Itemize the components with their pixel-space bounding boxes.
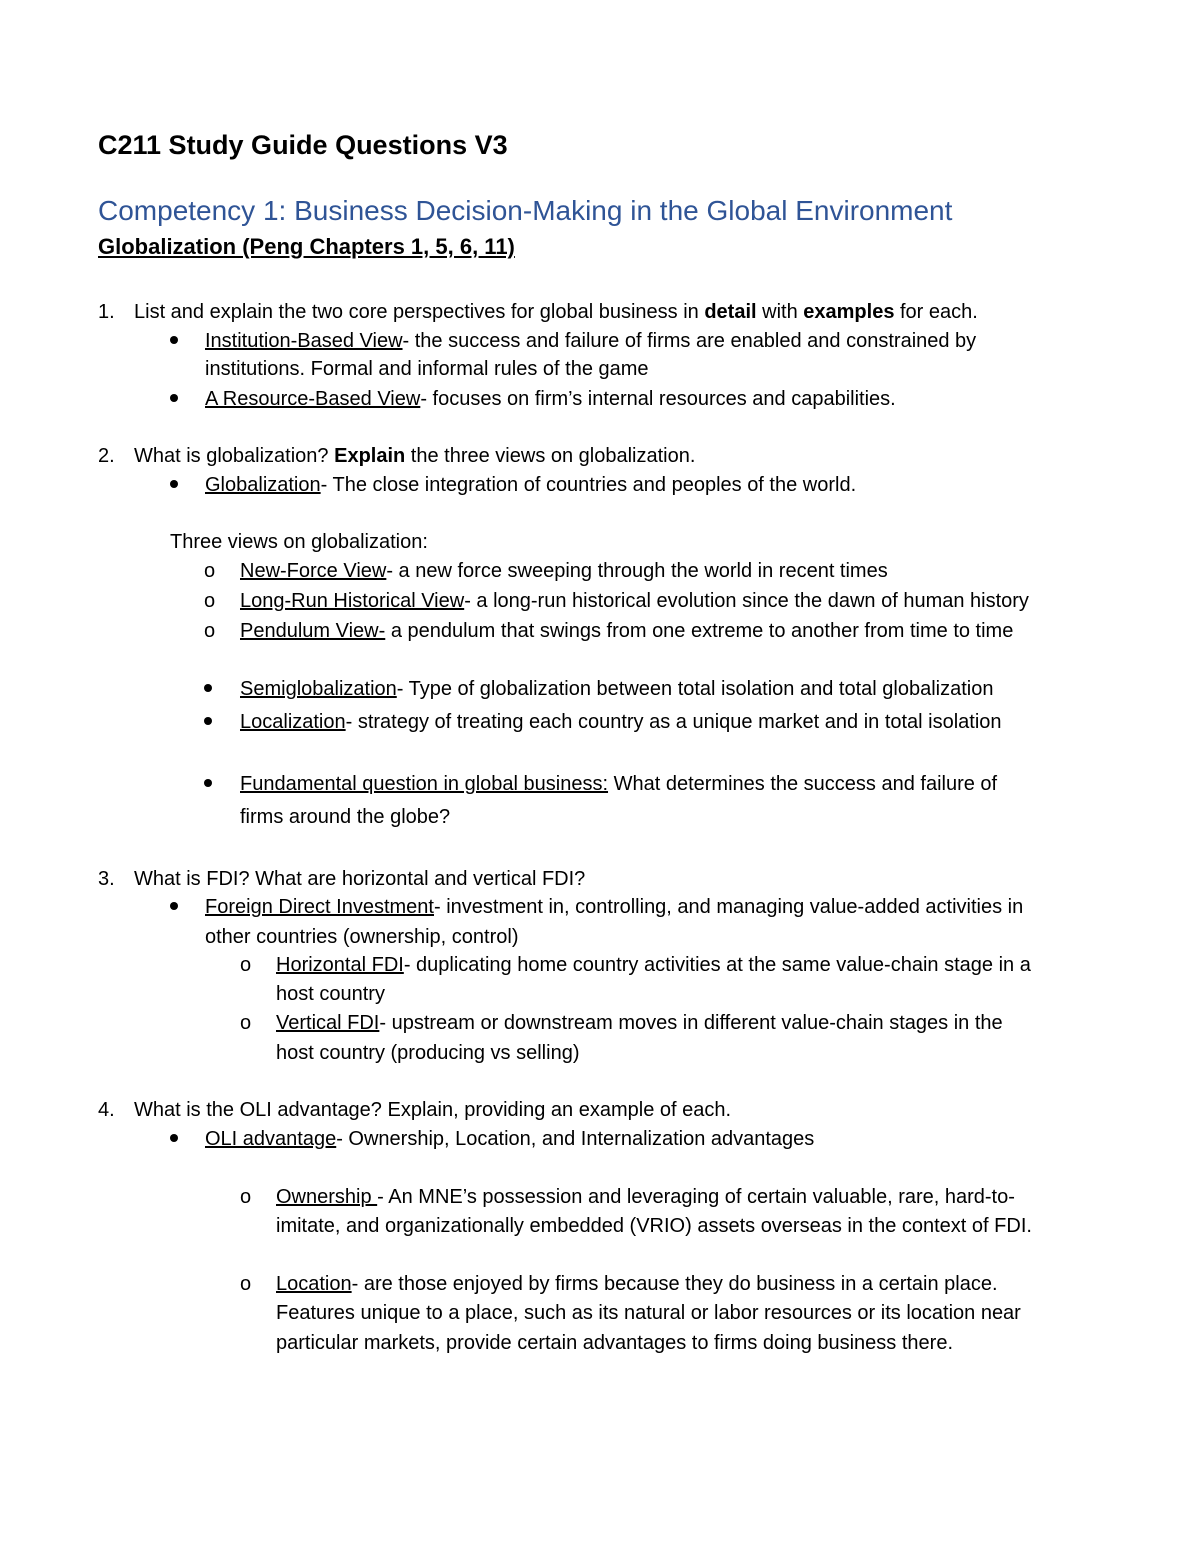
question-1-text: List and explain the two core perspectives for global business in detail with examples for each. [134, 301, 978, 323]
question-3-text: What is FDI? What are horizontal and vertical FDI? [134, 868, 586, 890]
fdi-definition-item: Foreign Direct Investment- investment in, controlling, and managing value-added activities in [205, 896, 1024, 918]
question-2-number: 2. [98, 445, 115, 467]
page-title: C211 Study Guide Questions V3 [98, 130, 508, 160]
ownership-item: Ownership - An MNE’s possession and leveraging of certain valuable, rare, hard-to- [276, 1186, 1015, 1208]
question-4-text: What is the OLI advantage? Explain, providing an example of each. [134, 1099, 732, 1121]
question-1-number: 1. [98, 301, 115, 323]
location-item-cont-2: particular markets, provide certain advantages to firms doing business there. [276, 1332, 954, 1354]
bullet-icon [204, 779, 212, 787]
vertical-fdi-item: Vertical FDI- upstream or downstream moves in different value-chain stages in the [276, 1012, 1003, 1034]
horizontal-fdi-item-cont: host country [276, 983, 385, 1005]
localization-item: Localization- strategy of treating each country as a unique market and in total isolation [240, 711, 1002, 733]
semiglobalization-item: Semiglobalization- Type of globalization between total isolation and total globalization [240, 678, 994, 700]
competency-heading: Competency 1: Business Decision-Making in the Global Environment [98, 195, 953, 226]
fundamental-question-item-cont: firms around the globe? [240, 806, 451, 828]
question-2-text: What is globalization? Explain the three views on globalization. [134, 445, 696, 467]
globalization-definition-item: Globalization- The close integration of countries and peoples of the world. [205, 474, 857, 496]
circle-bullet-icon: o [204, 620, 216, 642]
circle-bullet-icon: o [240, 1186, 252, 1208]
bullet-icon [170, 902, 178, 910]
bullet-icon [170, 1134, 178, 1142]
long-run-historical-view-item: Long-Run Historical View- a long-run historical evolution since the dawn of human history [240, 590, 1029, 612]
institution-based-view-item: Institution-Based View- the success and failure of firms are enabled and constrained by [205, 330, 977, 352]
bullet-icon [204, 717, 212, 725]
three-views-label: Three views on globalization: [170, 531, 428, 553]
oli-advantage-item: OLI advantage- Ownership, Location, and Internalization advantages [205, 1128, 815, 1150]
ownership-item-cont: imitate, and organizationally embedded (VRIO) assets overseas in the context of FDI. [276, 1215, 1032, 1237]
new-force-view-item: New-Force View- a new force sweeping through the world in recent times [240, 560, 888, 582]
circle-bullet-icon: o [240, 954, 252, 976]
bullet-icon [170, 480, 178, 488]
horizontal-fdi-item: Horizontal FDI- duplicating home country activities at the same value-chain stage in a [276, 954, 1031, 976]
fundamental-question-item: Fundamental question in global business: What determines the success and failure of [240, 773, 998, 795]
bullet-icon [170, 394, 178, 402]
question-3-number: 3. [98, 868, 115, 890]
location-item-cont: Features unique to a place, such as its natural or labor resources or its location near [276, 1302, 1021, 1324]
bullet-icon [204, 684, 212, 692]
institution-based-view-item-cont: institutions. Formal and informal rules of the game [205, 358, 649, 380]
resource-based-view-item: A Resource-Based View- focuses on firm’s internal resources and capabilities. [205, 388, 896, 410]
vertical-fdi-item-cont: host country (producing vs selling) [276, 1042, 580, 1064]
fdi-definition-item-cont: other countries (ownership, control) [205, 926, 519, 948]
circle-bullet-icon: o [240, 1012, 252, 1034]
bullet-icon [170, 336, 178, 344]
question-4-number: 4. [98, 1099, 115, 1121]
section-heading: Globalization (Peng Chapters 1, 5, 6, 11) [98, 234, 515, 259]
circle-bullet-icon: o [204, 560, 216, 582]
circle-bullet-icon: o [240, 1273, 252, 1295]
pendulum-view-item: Pendulum View- a pendulum that swings from one extreme to another from time to time [240, 620, 1014, 642]
circle-bullet-icon: o [204, 590, 216, 612]
location-item: Location- are those enjoyed by firms because they do business in a certain place. [276, 1273, 998, 1295]
